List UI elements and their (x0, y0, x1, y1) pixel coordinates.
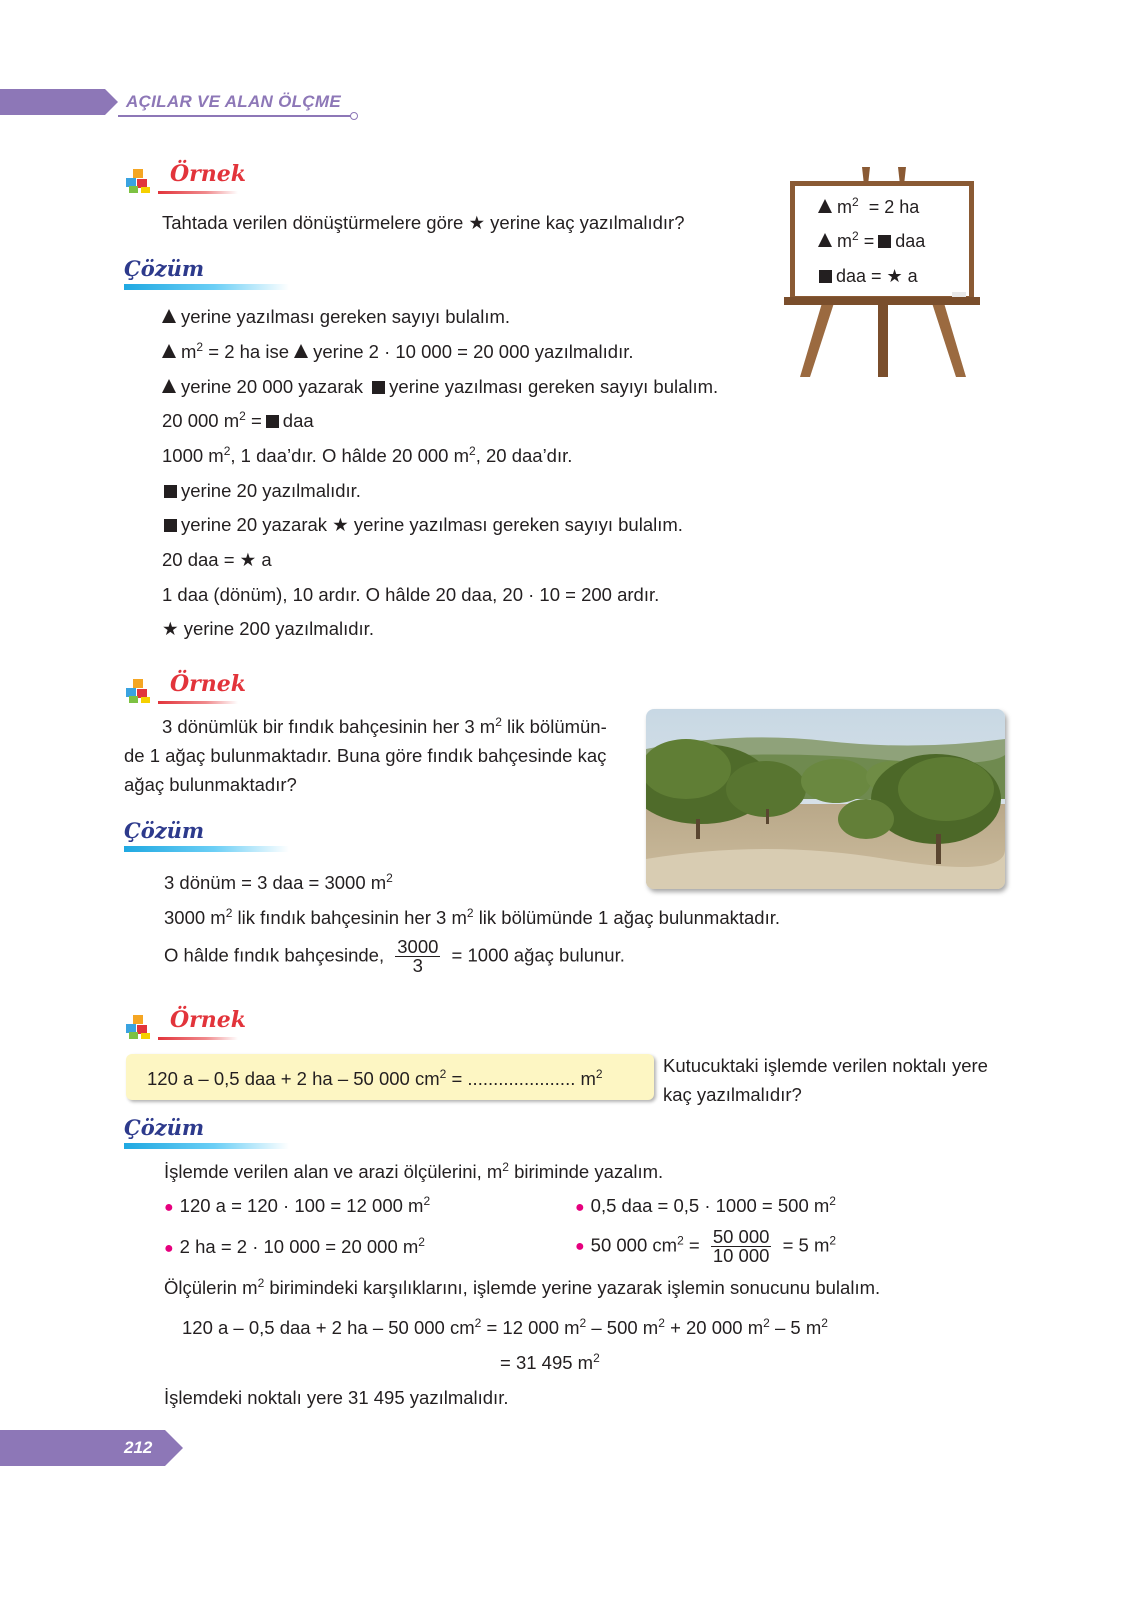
ornek-title: Örnek (170, 1007, 246, 1033)
page-number-band (0, 1430, 183, 1466)
solution1-line-9: 1 daa (dönüm), 10 ardır. O hâlde 20 daa, 20 · 10 = 200 ardır. (162, 584, 660, 605)
example2-question-line-3: ağaç bulunmaktadır? (124, 774, 297, 795)
solution1-line-3: yerine 20 000 yazarak yerine yazılması gereken sayıyı bulalım. (162, 376, 718, 398)
solution1-line-4: 20 000 $m^2$ = daa (162, 409, 314, 431)
solution1-line-8: 20 daa = ★ a (162, 549, 272, 570)
cozum-title: Çözüm (124, 818, 205, 843)
solution1-line-5: 1000 $m^2$, 1 daa’dır. O hâlde 20 000 $m^2$, 20 daa’dır. (162, 444, 573, 466)
board-line-3: daa = ★ a (815, 265, 918, 287)
triangle-icon (294, 344, 308, 358)
solution1-line-10: ★ yerine 200 yazılmalıdır. (162, 618, 374, 639)
header-underline-dot (350, 112, 358, 120)
example2-question-line-1: 3 dönümlük bir fındık bahçesinin her 3 $m^2$ lik bölümün- (162, 715, 607, 737)
bullet-item-3: ● 2 ha = 2 · 10 000 = 20 000 $m^2$ (164, 1235, 425, 1257)
expression-box-text: 120 a – 0,5 daa + 2 ha – 50 000 $cm^2$ = ..................... $m^2$ (147, 1067, 603, 1089)
solution1-line-6: yerine 20 yazılmalıdır. (160, 480, 361, 502)
cozum-underline (124, 1143, 289, 1149)
triangle-icon (818, 233, 832, 247)
triangle-icon (162, 309, 176, 323)
solution1-line-2: $m^2 = 2$ ha ise yerine 2 · 10 000 = 20 000 yazılmalıdır. (162, 341, 634, 363)
square-icon (819, 270, 832, 283)
solution3-line-2: Ölçülerin $m^2$ birimindeki karşılıklarını, işlemde yerine yazarak işlemin sonucunu bulalım. (164, 1276, 881, 1298)
square-icon (266, 415, 279, 428)
square-icon (164, 519, 177, 532)
solution1-line-7: yerine 20 yazarak ★ yerine yazılması gereken sayıyı bulalım. (160, 514, 683, 536)
fraction: $\frac{3000}{3}$ (397, 936, 439, 976)
cubes-icon (124, 168, 154, 194)
cubes-icon (124, 1014, 154, 1040)
square-icon (878, 235, 891, 248)
solution2-line-2: 3000 $m^2$ lik fındık bahçesinin her 3 $m^2$ lik bölümünde 1 ağaç bulunmaktadır. (164, 906, 781, 928)
ornek-underline (158, 1037, 238, 1040)
cozum-underline (124, 846, 289, 852)
solution1-line-1: yerine yazılması gereken sayıyı bulalım. (162, 306, 510, 328)
example3-question-line-1: Kutucuktaki işlemde verilen noktalı yere (663, 1055, 988, 1076)
solution3-intro: İşlemde verilen alan ve arazi ölçülerini, $m^2$ biriminde yazalım. (164, 1160, 664, 1182)
solution2-line-3: O hâlde fındık bahçesinde, $\frac{3000}{3}$ = 1000 ağaç bulunur. (164, 936, 625, 976)
board-line-2: $m^2$ = daa (818, 230, 925, 252)
example1-question: Tahtada verilen dönüştürmelere göre ★ yerine kaç yazılmalıdır? (162, 212, 685, 233)
ornek-title: Örnek (170, 671, 246, 697)
bullet-item-4: ● 50 000 $cm^2$ = $\frac{50 000}{10 000}$ = 5 $m^2$ (575, 1226, 837, 1266)
ornek-title: Örnek (170, 161, 246, 187)
bullet-icon: ● (164, 1199, 174, 1216)
example3-question-line-2: kaç yazılmalıdır? (663, 1084, 802, 1105)
bullet-icon: ● (164, 1240, 174, 1257)
header-title: AÇILAR VE ALAN ÖLÇME (126, 92, 342, 111)
bullet-item-1: ● 120 a = 120 · 100 = 12 000 $m^2$ (164, 1194, 431, 1216)
cozum-underline (124, 284, 289, 290)
square-icon (372, 381, 385, 394)
triangle-icon (162, 344, 176, 358)
board-line-1: $m^2 = 2$ ha (818, 196, 919, 218)
header-underline (118, 115, 352, 117)
equation-line-1: 120 a – 0,5 daa + 2 ha – 50 000 $cm^2 = 12$ 000 $m^2 - 500$ $m^2 + 20$ 000 $m^2 - 5$ $m^2$ (182, 1316, 828, 1338)
cozum-title: Çözüm (124, 256, 205, 281)
triangle-icon (818, 199, 832, 213)
equation-line-2: = 31 495 $m^2$ (500, 1351, 600, 1373)
example2-question-line-2: de 1 ağaç bulunmaktadır. Buna göre fındık bahçesinde kaç (124, 745, 607, 766)
ornek-underline (158, 191, 238, 194)
square-icon (164, 485, 177, 498)
solution2-line-1: 3 dönüm = 3 daa = 3000 $m^2$ (164, 871, 393, 893)
triangle-icon (162, 379, 176, 393)
easel-board (782, 165, 982, 380)
solution3-final: İşlemdeki noktalı yere 31 495 yazılmalıdır. (164, 1387, 509, 1408)
fraction: $\frac{50 000}{10 000}$ (712, 1226, 770, 1266)
ornek-underline (158, 701, 238, 704)
header-band (0, 89, 118, 115)
hazelnut-orchard-photo (646, 709, 1005, 889)
cubes-icon (124, 678, 154, 704)
bullet-icon: ● (575, 1238, 585, 1256)
bullet-item-2: ● 0,5 daa = 0,5 · 1000 = 500 $m^2$ (575, 1194, 836, 1216)
page-number: 212 (124, 1438, 153, 1457)
bullet-icon: ● (575, 1199, 585, 1216)
cozum-title: Çözüm (124, 1115, 205, 1140)
